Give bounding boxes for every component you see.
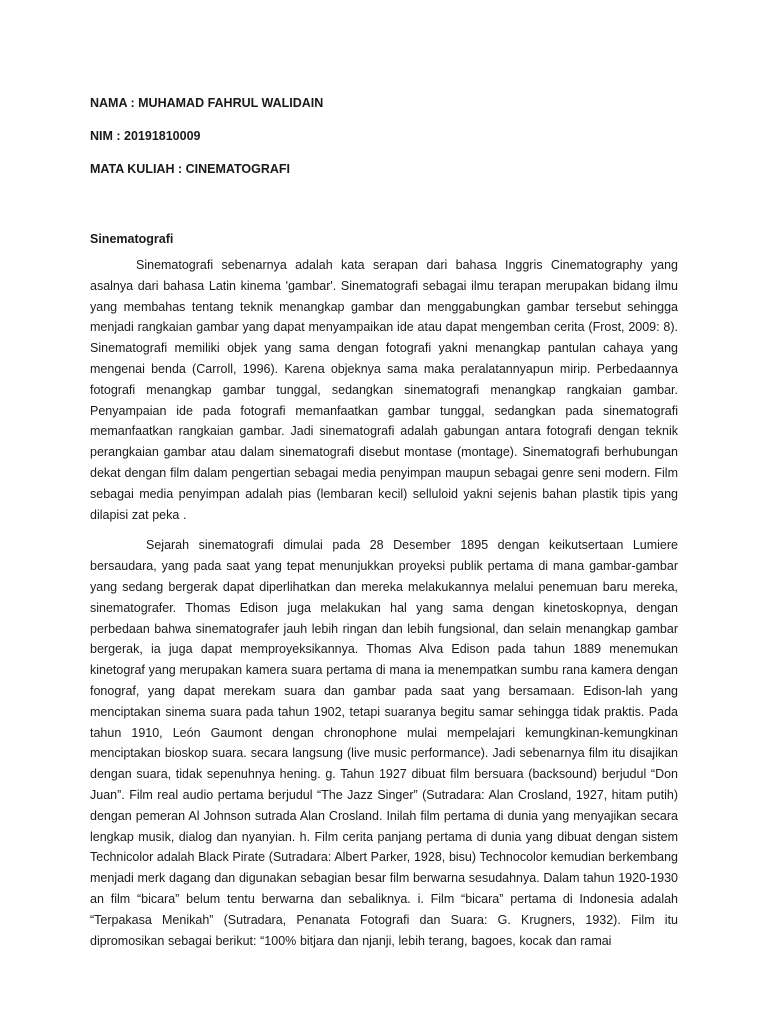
- paragraph-history: Sejarah sinematografi dimulai pada 28 Desember 1895 dengan keikutsertaan Lumiere bersaudara, yang pada saat yang tepat menunjukkan proyeksi publik pertama di mana gambar-gambar yang sedang bergerak dapat diperlihatkan dan mereka melakukannya melalui penemuan baru mereka, sinematografer. Thomas Edison juga melakukan hal yang sama dengan kinetoskopnya, dengan perbedaan bahwa sinematografer jauh lebih ringan dan lebih fungsional, dan selain menangkap gambar bergerak, ia juga dapat memproyeksikannya. Thomas Alva Edison pada tahun 1889 menemukan kinetograf yang merupakan kamera suara pertama di mana ia menempatkan sumbu rana kamera dengan fonograf, yang dapat merekam suara dan gambar pada saat yang bersamaan. Edison-lah yang menciptakan sinema suara pada tahun 1902, tetapi suaranya begitu samar sehingga tidak praktis. Pada tahun 1910, León Gaumont dengan chronophone mulai mempelajari kemungkinan-kemungkinan menciptakan bioskop suara. secara langsung (live music performance). Jadi sebenarnya film itu disajikan dengan suara, tidak sepenuhnya hening. g. Tahun 1927 dibuat film bersuara (backsound) berjudul “Don Juan”. Film real audio pertama berjudul “The Jazz Singer” (Sutradara: Alan Crosland, 1927, hitam putih) dengan pemeran Al Johnson sutrada Alan Crosland. Inilah film pertama di dunia yang menyajikan secara lengkap musik, dialog dan nyanyian. h. Film cerita panjang pertama di dunia yang dibuat dengan sistem Technicolor adalah Black Pirate (Sutradara: Albert Parker, 1928, bisu) Technocolor kemudian berkembang menjadi merk dagang dan digunakan sebagian besar film berwarna sesudahnya. Dalam tahun 1920-1930 an film “bicara” belum tentu berwarna dan sebaliknya. i. Film “bicara” pertama di Indonesia adalah “Terpakasa Menikah” (Sutradara, Penanata Fotografi dan Suara: G. Krugners, 1932). Film itu dipromosikan sebagai berikut: “100% bitjara dan njanji, lebih terang, bagoes, kocak dan ramai: [90, 538, 678, 948]
- student-id: NIM : 20191810009: [90, 129, 201, 143]
- student-name: NAMA : MUHAMAD FAHRUL WALIDAIN: [90, 96, 324, 110]
- document-content: [90, 94, 678, 961]
- section-title: Sinematografi: [90, 232, 174, 246]
- course-name: MATA KULIAH : CINEMATOGRAFI: [90, 162, 290, 176]
- paragraph-definition: Sinematografi sebenarnya adalah kata serapan dari bahasa Inggris Cinematography yang asalnya dari bahasa Latin kinema 'gambar'. Sinematografi sebagai ilmu terapan merupakan bidang ilmu yang membahas tentang teknik menangkap gambar dan menggabungkan gambar tersebut sehingga menjadi rangkaian gambar yang dapat menyampaikan ide atau dapat mengemban cerita (Frost, 2009: 8). Sinematografi memiliki objek yang sama dengan fotografi yakni menangkap pantulan cahaya yang mengenai benda (Carroll, 1996). Karena objeknya sama maka peralatannyapun mirip. Perbedaannya fotografi menangkap gambar tunggal, sedangkan sinematografi menangkap rangkaian gambar. Penyampaian ide pada fotografi memanfaatkan gambar tunggal, sedangkan pada sinematografi memanfaatkan rangkaian gambar. Jadi sinematografi adalah gabungan antara fotografi dengan teknik perangkaian gambar atau dalam sinematografi disebut montase (montage). Sinematografi berhubungan dekat dengan film dalam pengertian sebagai media penyimpan maupun sebagai genre seni modern. Film sebagai media penyimpan adalah pias (lembaran kecil) selluloid yakni sejenis bahan plastik tipis yang dilapisi zat peka .: [90, 258, 678, 522]
